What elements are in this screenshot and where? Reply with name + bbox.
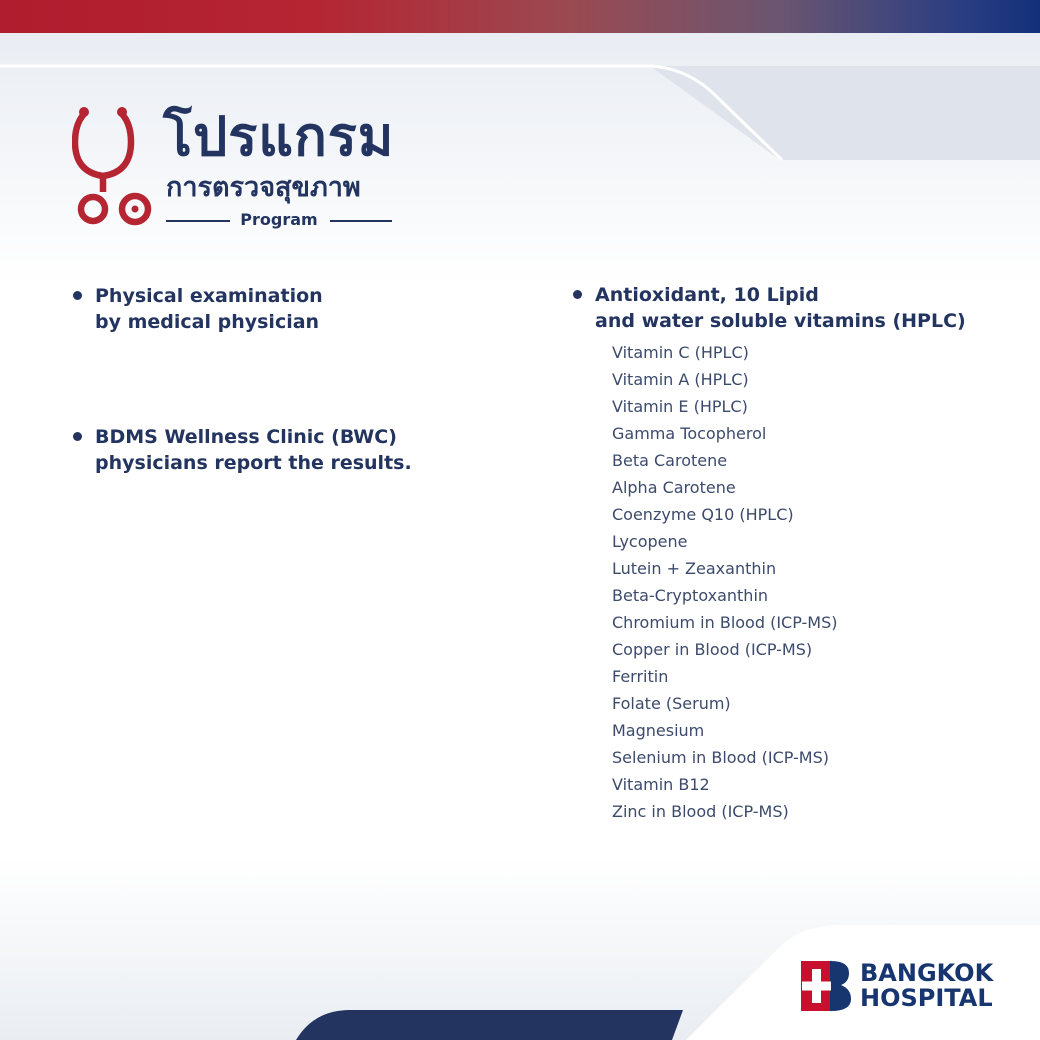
test-item: Coenzyme Q10 (HPLC) bbox=[612, 505, 794, 524]
bullet-dot-icon bbox=[573, 290, 582, 299]
test-item: Gamma Tocopherol bbox=[612, 424, 767, 443]
bangkok-hospital-logo bbox=[801, 961, 993, 1011]
bullet-dot-icon bbox=[73, 291, 82, 300]
bangkok-hospital-logo-icon bbox=[801, 961, 851, 1011]
test-item: Ferritin bbox=[612, 667, 669, 686]
test-item: Vitamin E (HPLC) bbox=[612, 397, 748, 416]
brand-name-line: BANGKOK bbox=[860, 959, 994, 987]
test-item: Folate (Serum) bbox=[612, 694, 731, 713]
list-item bbox=[73, 424, 412, 476]
section-heading: and water soluble vitamins (HPLC) bbox=[595, 310, 966, 332]
program-title-thai: โปรแกรม bbox=[163, 105, 395, 168]
divider-line-right bbox=[330, 220, 392, 222]
test-item: Beta-Cryptoxanthin bbox=[612, 586, 769, 605]
item-line: BDMS Wellness Clinic (BWC) bbox=[95, 426, 397, 448]
section-heading: Antioxidant, 10 Lipid bbox=[595, 284, 819, 306]
item-line: Physical examination bbox=[95, 285, 323, 307]
bottom-navy-shape bbox=[296, 1010, 683, 1040]
test-item: Copper in Blood (ICP-MS) bbox=[612, 640, 813, 659]
test-list bbox=[612, 339, 838, 825]
test-item: Chromium in Blood (ICP-MS) bbox=[612, 613, 838, 632]
test-item: Lycopene bbox=[612, 532, 688, 551]
list-item bbox=[73, 283, 323, 335]
top-right-shape bbox=[650, 66, 1040, 160]
list-item bbox=[573, 282, 966, 334]
test-item: Lutein + Zeaxanthin bbox=[612, 559, 777, 578]
program-subtitle-thai: การตรวจสุขภาพ bbox=[166, 172, 361, 203]
program-label: Program bbox=[240, 210, 318, 229]
test-item: Zinc in Blood (ICP-MS) bbox=[612, 802, 789, 821]
item-line: by medical physician bbox=[95, 311, 320, 333]
test-item: Selenium in Blood (ICP-MS) bbox=[612, 748, 830, 767]
test-item: Vitamin C (HPLC) bbox=[612, 343, 749, 362]
test-item: Vitamin A (HPLC) bbox=[612, 370, 749, 389]
test-item: Alpha Carotene bbox=[612, 478, 736, 497]
test-item: Vitamin B12 bbox=[612, 775, 710, 794]
test-item: Beta Carotene bbox=[612, 451, 728, 470]
test-item: Magnesium bbox=[612, 721, 705, 740]
item-line: physicians report the results. bbox=[95, 452, 412, 474]
program-label-row bbox=[166, 206, 392, 234]
stethoscope-icon bbox=[72, 104, 160, 228]
brand-name-line: HOSPITAL bbox=[860, 984, 993, 1012]
bullet-dot-icon bbox=[73, 432, 82, 441]
